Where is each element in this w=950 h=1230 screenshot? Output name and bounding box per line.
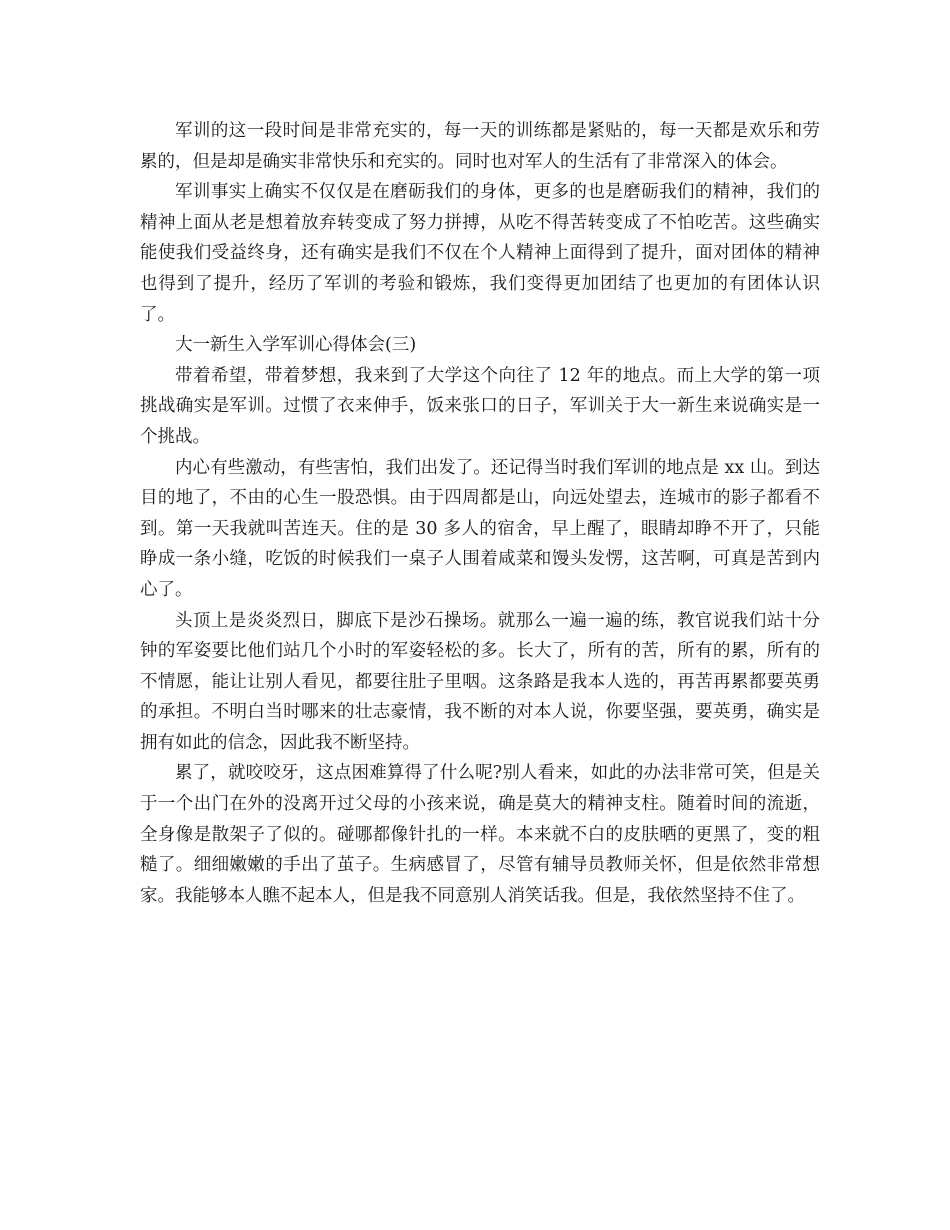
paragraph-1: 军训的这一段时间是非常充实的，每一天的训练都是紧贴的，每一天都是欢乐和劳累的，但是却是确实非常快乐和充实的。同时也对军人的生活有了非常深入的体会。 <box>140 121 820 172</box>
paragraph-2: 军训事实上确实不仅仅是在磨砺我们的身体，更多的也是磨砺我们的精神，我们的精神上面从老是想着放弃转变成了努力拼搏，从吃不得苦转变成了不怕吃苦。这些确实能使我们受益终身，还有确实是我们不仅在个人精神上面得到了提升，面对团体的精神也得到了提升，经历了军训的考验和锻炼，我们变得更加团结了也更加的有团体认识了。 <box>140 182 820 325</box>
section-heading: 大一新生入学军训心得体会(三) <box>175 335 417 356</box>
paragraph-6: 累了，就咬咬牙，这点困难算得了什么呢?别人看来，如此的办法非常可笑，但是关于一个出门在外的没离开过父母的小孩来说，确是莫大的精神支柱。随着时间的流逝，全身像是散架子了似的。碰哪都像针扎的一样。本来就不白的皮肤晒的更黑了，变的粗糙了。细细嫩嫩的手出了茧子。生病感冒了，尽管有辅导员教师关怀，但是依然非常想家。我能够本人瞧不起本人，但是我不同意别人消笑话我。但是，我依然坚持不住了。 <box>140 763 820 906</box>
paragraph-4: 内心有些激动，有些害怕，我们出发了。还记得当时我们军训的地点是 xx 山。到达目的地了，不由的心生一股恐惧。由于四周都是山，向远处望去，连城市的影子都看不到。第一天我就叫苦连天。住的是 30 多人的宿舍，早上醒了，眼睛却睁不开了，只能睁成一条小缝，吃饭的时候我们一桌子人围着咸菜和馒头发愣，这苦啊，可真是苦到内心了。 <box>140 457 820 600</box>
paragraph-5: 头顶上是炎炎烈日，脚底下是沙石操场。就那么一遍一遍的练，教官说我们站十分钟的军姿要比他们站几个小时的军姿轻松的多。长大了，所有的苦，所有的累，所有的不情愿，能让让别人看见，都要往肚子里咽。这条路是我本人选的，再苦再累都要英勇的承担。不明白当时哪来的壮志豪情，我不断的对本人说，你要坚强，要英勇，确实是拥有如此的信念，因此我不断坚持。 <box>140 610 820 753</box>
document-body <box>140 116 820 911</box>
paragraph-3: 带着希望，带着梦想，我来到了大学这个向往了 12 年的地点。而上大学的第一项挑战确实是军训。过惯了衣来伸手，饭来张口的日子，军训关于大一新生来说确实是一个挑战。 <box>140 365 820 447</box>
